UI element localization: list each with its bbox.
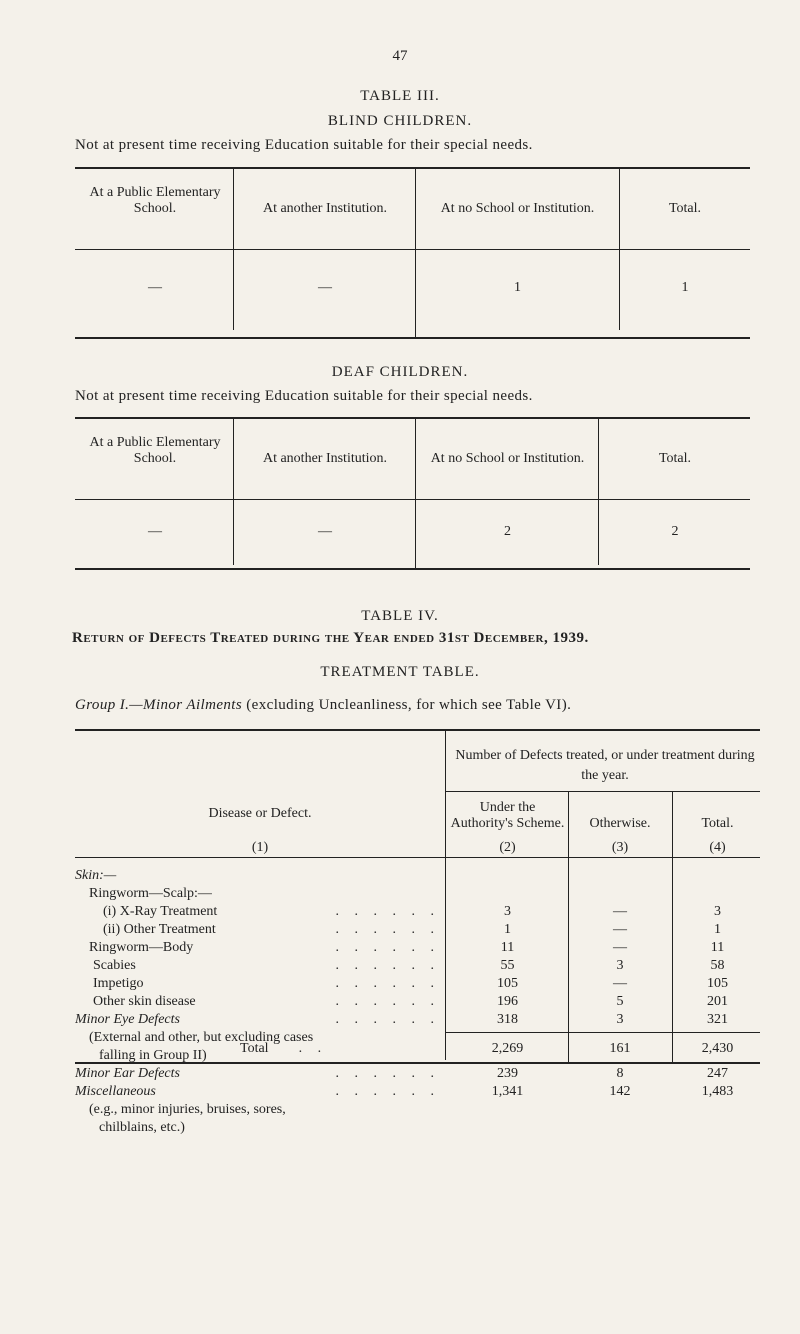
row-value-c4: 201 (707, 994, 728, 1009)
deaf-col-public-school: At a Public Elementary School. (89, 435, 221, 466)
row-value-c3: 8 (616, 1066, 624, 1081)
row-value-c4: 247 (707, 1066, 728, 1081)
deaf-val-another-institution: — (318, 524, 332, 539)
col-authority-header: Under the Authority's Scheme. (450, 800, 565, 831)
row-label: Ringworm—Body (89, 940, 194, 955)
deaf-val-total: 2 (671, 524, 679, 539)
row-value-c3: 5 (616, 994, 624, 1009)
deaf-children-heading: DEAF CHILDREN. (331, 364, 469, 380)
row-label: Skin:— (75, 868, 117, 883)
row-value-c4: 321 (707, 1012, 728, 1027)
group-name: Group I.—Minor Ailments (75, 697, 243, 713)
row-value-c2: 1 (504, 922, 511, 937)
col-disease-header: Disease or Defect. (208, 806, 312, 821)
blind-val-no-school: 1 (514, 280, 521, 295)
deaf-val-no-school: 2 (504, 524, 511, 539)
row-value-c3: 142 (609, 1084, 631, 1099)
blind-col-another-institution: At another Institution. (262, 201, 388, 216)
col-disease-number: (1) (251, 840, 269, 855)
row-label: Other skin disease (93, 994, 196, 1009)
row-value-c3: 3 (616, 958, 624, 973)
row-value-c4: 3 (714, 904, 721, 919)
group-note: (excluding Uncleanliness, for which see Table VI). (246, 697, 572, 713)
row-value-c4: 58 (710, 958, 725, 973)
deaf-col-total: Total. (658, 451, 692, 466)
leader-dots: . . . . . . (335, 994, 440, 1009)
deaf-children-subheading: Not at present time receiving Education suitable for their special needs. (75, 388, 533, 404)
row-label: (ii) Other Treatment (103, 922, 216, 937)
deaf-col-no-school: At no School or Institution. (430, 451, 585, 466)
blind-val-total: 1 (681, 280, 689, 295)
total-total: 2,430 (701, 1041, 734, 1056)
row-value-c2: 318 (497, 1012, 518, 1027)
blind-val-public-school: — (148, 280, 162, 295)
row-value-c3: — (613, 922, 627, 937)
row-value-c3: — (613, 976, 627, 991)
col-otherwise-header: Otherwise. (589, 816, 651, 831)
row-label: (i) X-Ray Treatment (103, 904, 218, 919)
leader-dots: . . . . . . (335, 1084, 440, 1099)
leader-dots: . . . . . . (335, 904, 440, 919)
leader-dots: . . . . . . (335, 940, 440, 955)
row-label: Minor Eye Defects (75, 1012, 180, 1027)
blind-col-no-school: At no School or Institution. (440, 201, 595, 216)
row-label: Scabies (93, 958, 136, 973)
deaf-val-public-school: — (148, 524, 162, 539)
row-value-c2: 3 (504, 904, 511, 919)
leader-dots: . . . . . . (335, 1066, 440, 1081)
row-value-c4: 105 (707, 976, 728, 991)
total-authority: 2,269 (491, 1041, 524, 1056)
total-label: Total . . (240, 1041, 328, 1056)
blind-val-another-institution: — (318, 280, 332, 295)
row-value-c2: 239 (497, 1066, 518, 1081)
row-label: chilblains, etc.) (99, 1120, 185, 1135)
treatment-table-heading: TREATMENT TABLE. (320, 664, 480, 680)
row-value-c2: 196 (497, 994, 518, 1009)
page-number: 47 (392, 48, 408, 64)
row-value-c3: — (613, 940, 627, 955)
row-value-c2: 55 (500, 958, 515, 973)
row-value-c3: — (613, 904, 627, 919)
col-total-header: Total. (701, 816, 734, 831)
row-value-c4: 1 (714, 922, 721, 937)
blind-children-heading: BLIND CHILDREN. (327, 113, 473, 129)
leader-dots: . . . . . . (335, 976, 440, 991)
col-authority-number: (2) (499, 840, 516, 855)
leader-dots: . . . . . . (335, 958, 440, 973)
row-value-c4: 1,483 (701, 1084, 734, 1099)
table-4-subtitle: Return of Defects Treated during the Year ended 31st December, 1939. (72, 630, 589, 646)
row-label: (e.g., minor injuries, bruises, sores, (89, 1102, 286, 1117)
blind-col-total: Total. (668, 201, 702, 216)
col-total-number: (4) (709, 840, 726, 855)
blind-children-subheading: Not at present time receiving Education suitable for their special needs. (75, 137, 533, 153)
row-value-c3: 3 (616, 1012, 624, 1027)
row-value-c2: 1,341 (491, 1084, 524, 1099)
leader-dots: . . . . . . (335, 1012, 440, 1027)
row-label: Ringworm—Scalp:— (89, 886, 212, 901)
table-3-title: TABLE III. (360, 88, 440, 104)
total-otherwise: 161 (609, 1041, 631, 1056)
row-value-c4: 11 (710, 940, 725, 955)
col-otherwise-number: (3) (611, 840, 629, 855)
row-label: Minor Ear Defects (75, 1066, 180, 1081)
row-value-c2: 105 (497, 976, 518, 991)
row-value-c2: 11 (500, 940, 515, 955)
deaf-col-another-institution: At another Institution. (262, 451, 388, 466)
span-header: Number of Defects treated, or under treatment during the year. (455, 748, 755, 783)
leader-dots: . . . . . . (335, 922, 440, 937)
row-label: Impetigo (93, 976, 144, 991)
row-label: Miscellaneous (75, 1084, 156, 1099)
row-label: (External and other, but excluding cases (89, 1030, 314, 1045)
blind-col-public-school: At a Public Elementary School. (89, 185, 221, 216)
row-label: falling in Group II) (99, 1048, 207, 1063)
table-4-title: TABLE IV. (361, 608, 439, 624)
group-heading (75, 697, 571, 714)
